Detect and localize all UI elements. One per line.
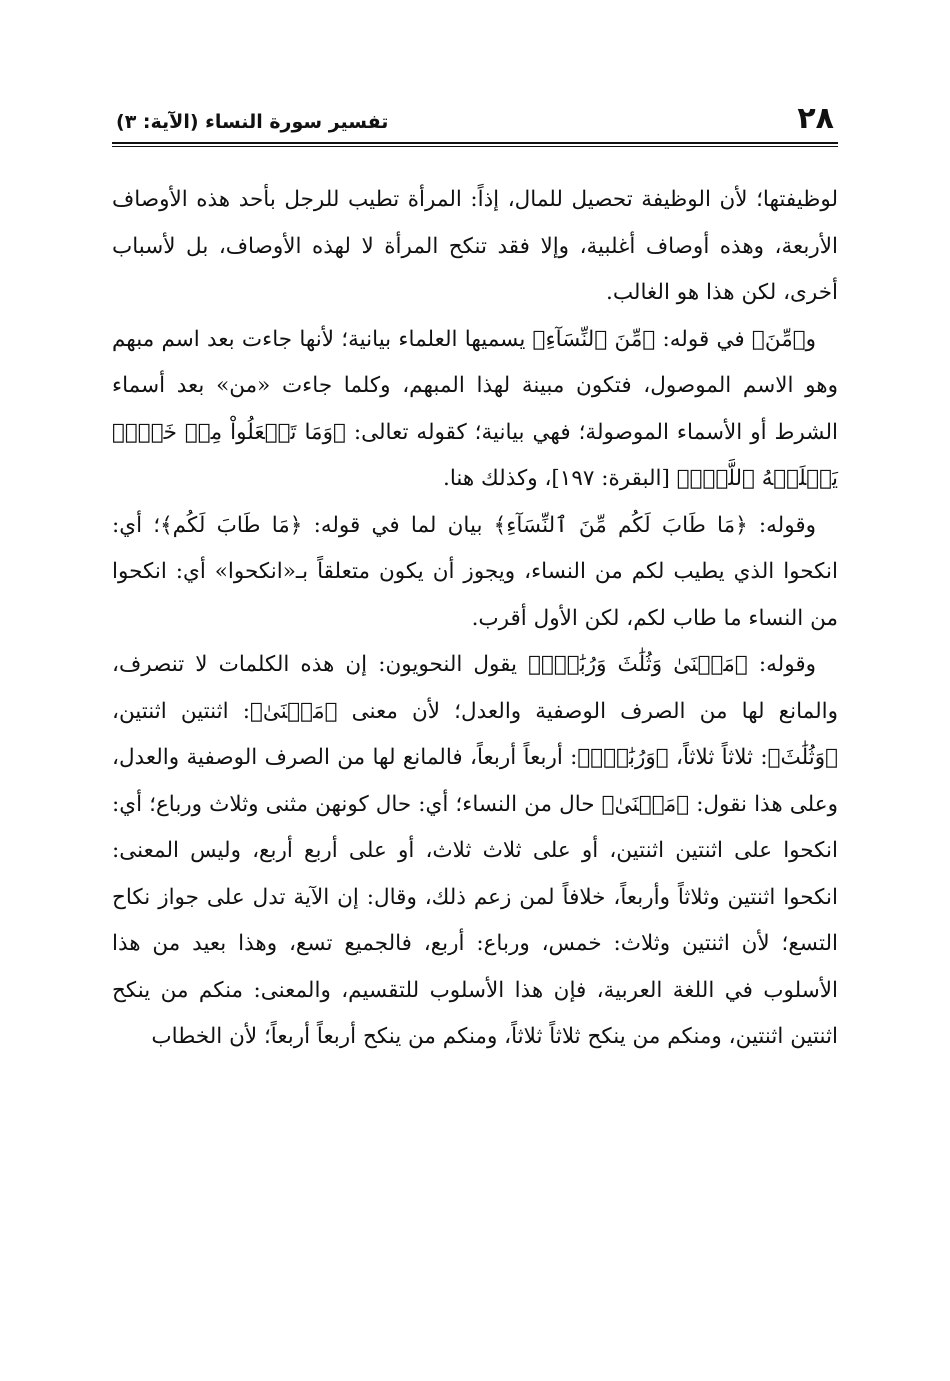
page-header bbox=[112, 98, 838, 136]
paragraph: لوظيفتها؛ لأن الوظيفة تحصيل للمال، إذاً: المرأة تطيب للرجل بأحد هذه الأوصاف الأربعة، وهذه أوصاف أغلبية، وإلا فقد تنكح المرأة لا لهذه الأوصاف، بل لأسباب أخرى، لكن هذا هو الغالب. bbox=[112, 187, 838, 305]
paragraph: و﴿مِّنَ﴾ في قوله: ﴿مِّنَ ٱلنِّسَآءِ﴾ يسميها العلماء بيانية؛ لأنها جاءت بعد اسم مبهم وهو الاسم الموصول، فتكون مبينة لهذا المبهم، وكلما جاءت «من» بعد أسماء الشرط أو الأسماء الموصولة؛ فهي بيانية؛ كقوله تعالى: ﴿وَمَا تَفۡعَلُواْ مِنۡ خَيۡرٖ يَعۡلَمۡهُ ٱللَّهُۗ﴾ [البقرة: ١٩٧]، وكذلك هنا. bbox=[112, 326, 838, 491]
running-title: تفسير سورة النساء (الآية: ٣) bbox=[116, 111, 389, 133]
paragraph: وقوله: ﴿مَثۡنَىٰ وَثُلَٰثَ وَرُبَٰعَۖ﴾ يقول النحويون: إن هذه الكلمات لا تنصرف، والمانع لها من الصرف الوصفية والعدل؛ لأن معنى ﴿مَثۡنَىٰ﴾: اثنتين اثنتين، ﴿وَثُلَٰثَ﴾: ثلاثاً ثلاثاً، ﴿وَرُبَٰعَۖ﴾: أربعاً أربعاً، فالمانع لها من الصرف الوصفية والعدل، وعلى هذا نقول: ﴿مَثۡنَىٰ﴾ حال من النساء؛ أي: حال كونهن مثنى وثلاث ورباع؛ أي: انكحوا على اثنتين اثنتين، أو على ثلاث ثلاث، أو على أربع أربع، وليس المعنى: انكحوا اثنتين وثلاثاً وأربعاً، خلافاً لمن زعم ذلك، وقال: إن الآية تدل على جواز نكاح التسع؛ لأن اثنتين وثلاث: خمس، ورباع: أربع، فالجميع تسع، وهذا بعيد من هذا الأسلوب في اللغة العربية، فإن هذا الأسلوب للتقسيم، والمعنى: منكم من ينكح اثنتين اثنتين، ومنكم من ينكح ثلاثاً ثلاثاً، ومنكم من ينكح أربعاً أربعاً؛ لأن الخطاب bbox=[112, 652, 838, 1049]
paragraph: وقوله: ﴿مَا طَابَ لَكُم مِّنَ ٱلنِّسَآءِ﴾ بيان لما في قوله: ﴿مَا طَابَ لَكُم﴾؛ أي: انكحوا الذي يطيب لكم من النساء، ويجوز أن يكون متعلقاً بـ«انكحوا» أي: انكحوا من النساء ما طاب لكم، لكن الأول أقرب. bbox=[112, 512, 838, 631]
header-rule bbox=[112, 142, 838, 147]
page-number: ٢٨ bbox=[797, 101, 834, 136]
book-page bbox=[112, 98, 838, 1328]
body-text bbox=[112, 177, 838, 1061]
